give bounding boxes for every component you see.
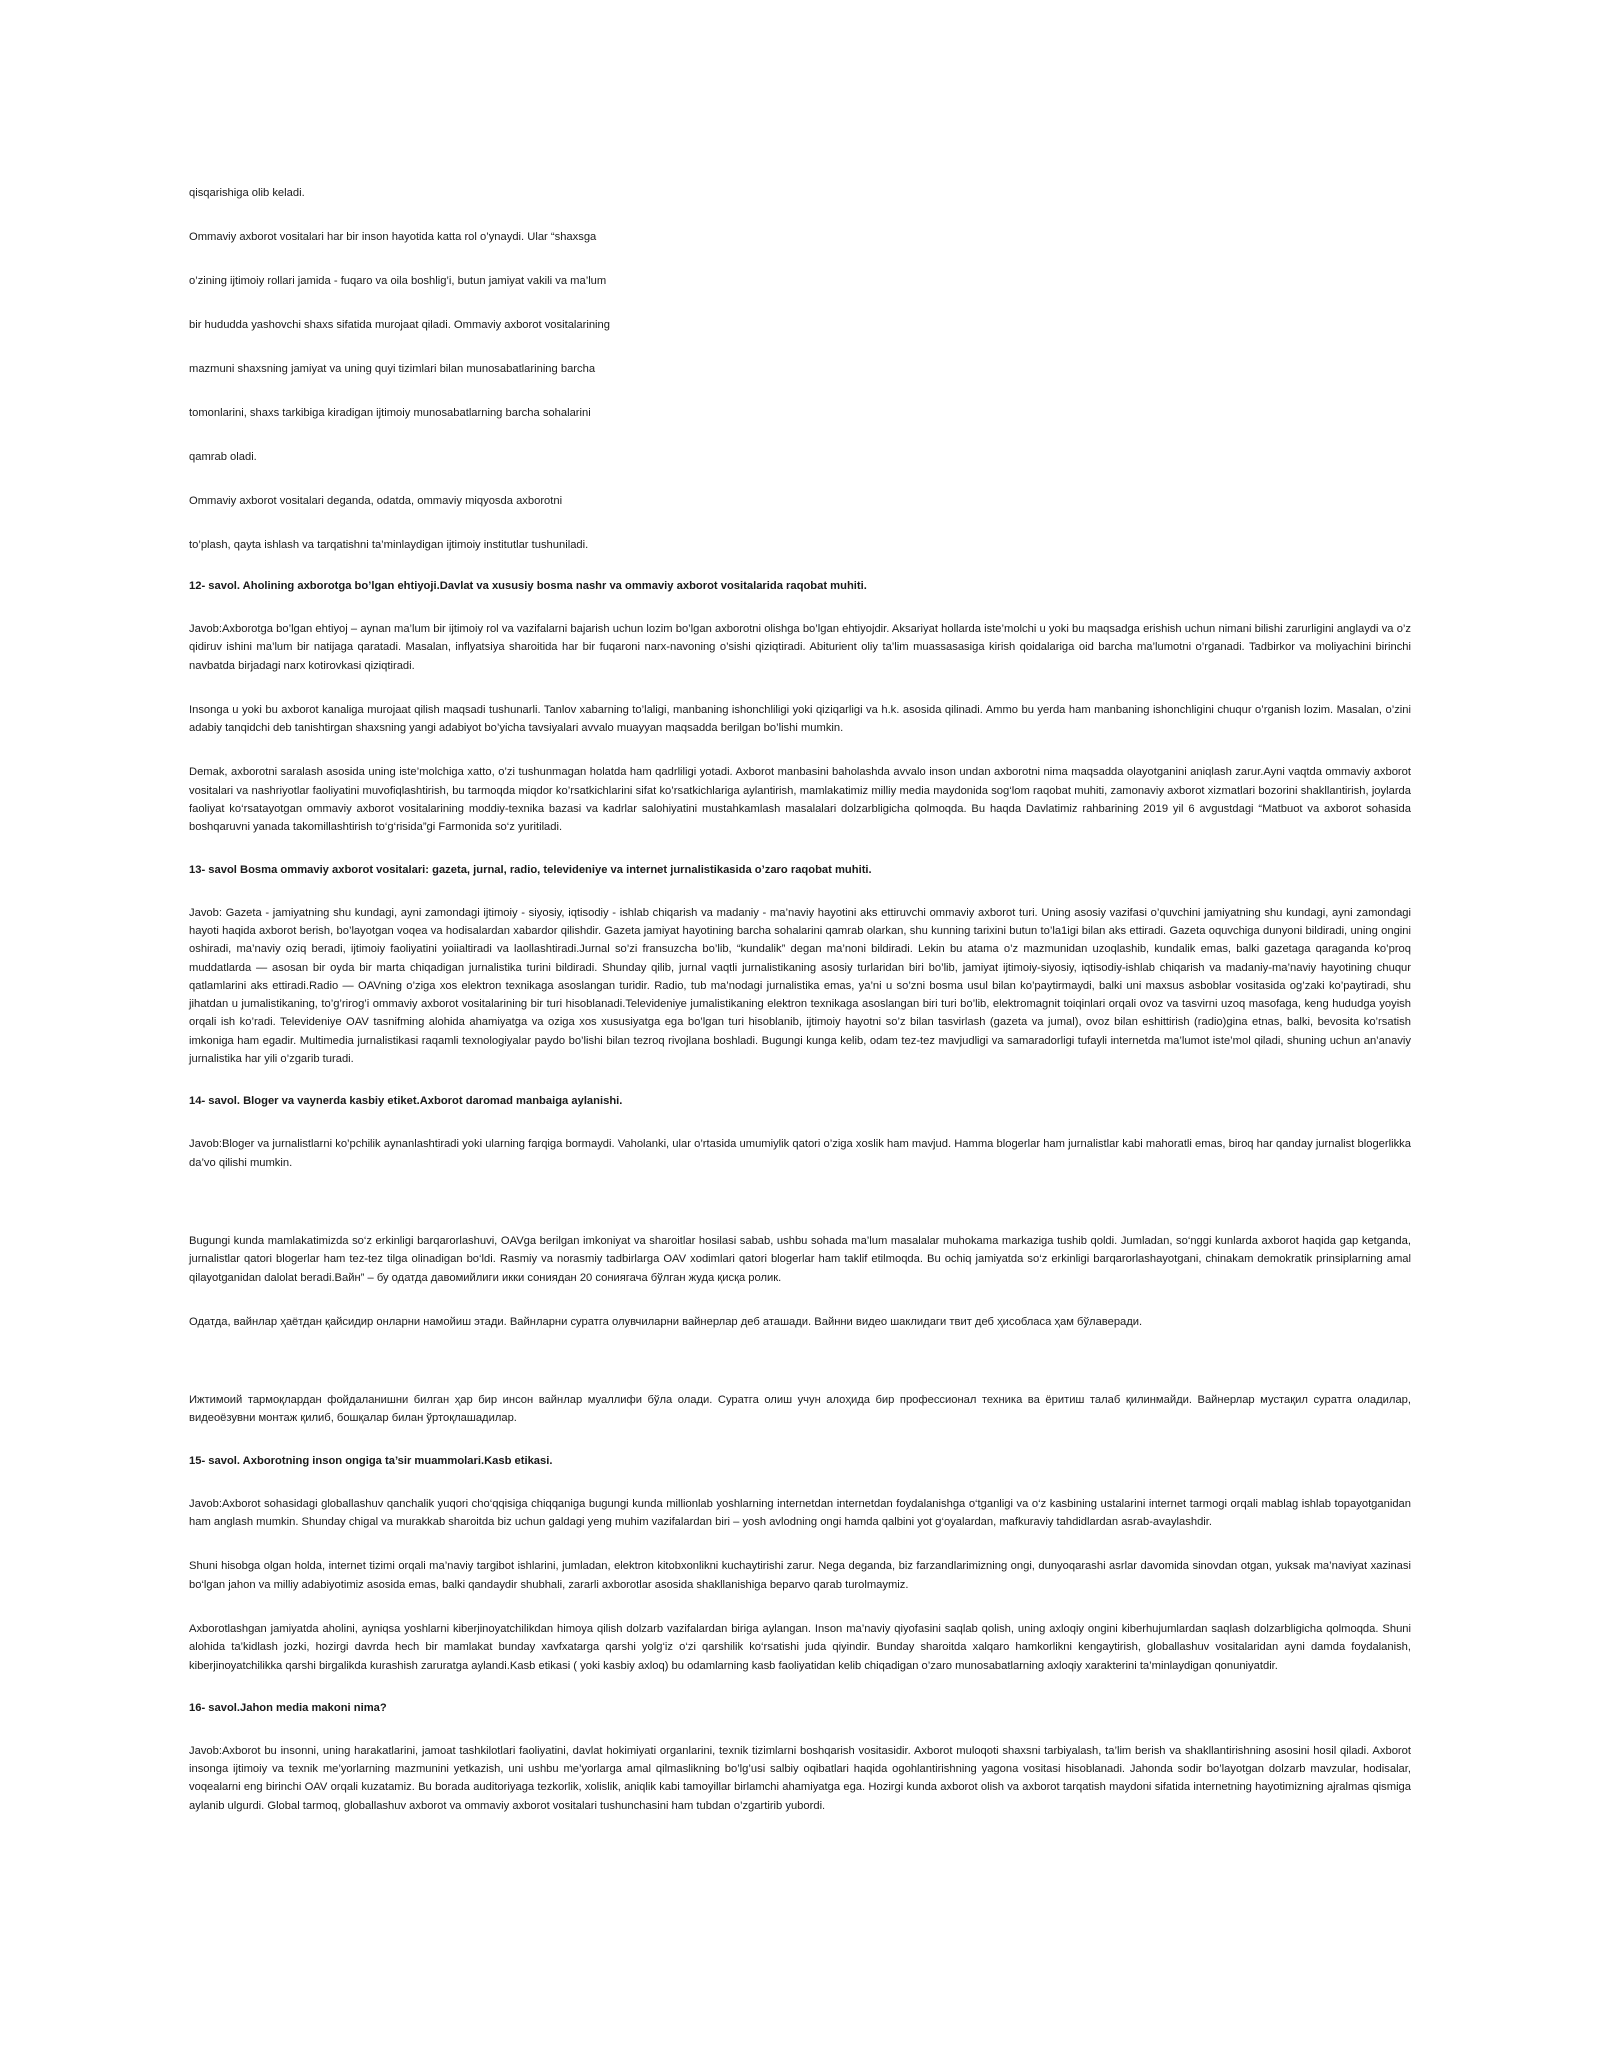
question-16-answer: Javob:Axborot bu insonni, uning harakatlarini, jamoat tashkilotlari faoliyatini, davlat hokimiyati organlarini, texnik tizimlarni boshqarish vositasidir. Axborot muloqoti shaxsni tarbiyalash, ta’lim berish va shakllantirishning asosini hosil qiladi. Axborot insonga ijtimoiy va texnik me’yorlarning mazmunini yetkazish, uni ushbu me’yorlarga amal qilmaslikning bo’lg’usi salbiy oqibatlari haqida ogohlantirishning yagona vositasi hisoblanadi. Jahonda sodir bo’layotgan dolzarb mavzular, hodisalar, voqealarni eng birinchi OAV orqali kuzatamiz. Bu borada auditoriyaga tezkorlik, xolislik, aniqlik kabi tamoyillar birlamchi ahamiyatga ega. Hozirgi kunda axborot olish va axborot tarqatish maydoni sifatida internetning hayotimizning ajralmas qismiga aylanib ulgurdi. Global tarmoq, globallashuv axborot va ommaviy axborot vositalari tushunchasini ham tubdan o’zgartirib yubordi. (189, 1744, 1411, 1812)
question-12-paragraph: Demak, axborotni saralash asosida uning iste’molchiga xatto, o’zi tushunmagan holatda ham qadrliligi yotadi. Axborot manbasini baholashda avvalo inson undan axborotni nima maqsadda olayotganini aniqlash zarur.Ayni vaqtda ommaviy axborot vositalari va nashriyotlar faoliyatini muvofiqlashtirish, bu tarmoqda miqdor ko’rsatkichlarini sifat ko’rsatkichlariga aylantirish, mamlakatimiz milliy media maydonida sog‘lom raqobat muhiti, zamonaviy axborot xizmatlari bozorini shakllantirish, joylarda faoliyat ko‘rsatayotgan ommaviy axborot vositalarining moddiy-texnika bazasi va kadrlar salohiyatini mustahkamlash masalalari dolzarbligicha qolmoqda. Bu haqda Davlatimiz rahbarining 2019 yil 6 avgustdagi “Matbuot va axborot sohasida boshqaruvni yanada takomillashtirish to‘g‘risida”gi Farmonida so‘z yuritiladi. (189, 766, 1411, 834)
question-12-heading: 12- savol. Aholining axborotga bo’lgan ehtiyoji.Davlat va xususiy bosma nashr va ommaviy axborot vositalarida raqobat muhiti. (189, 580, 867, 592)
intro-line: Ommaviy axborot vositalari har bir inson hayotida katta rol o’ynaydi. Ular “shaxsga (189, 231, 597, 243)
question-16-heading: 16- savol.Jahon media makoni nima? (189, 1701, 387, 1714)
question-13-heading: 13- savol Bosma ommaviy axborot vositalari: gazeta, jurnal, radio, televideniye va internet jurnalistikasida o’zaro raqobat muhiti. (189, 863, 872, 876)
intro-line: tomonlarini, shaxs tarkibiga kiradigan ijtimoiy munosabatlarning barcha sohalarini (189, 407, 591, 419)
question-14-heading: 14- savol. Bloger va vaynerda kasbiy etiket.Axborot daromad manbaiga aylanishi. (189, 1095, 623, 1108)
intro-line: mazmuni shaxsning jamiyat va uning quyi tizimlari bilan munosabatlarining barcha (189, 363, 596, 375)
intro-line: qisqarishiga olib keladi. (189, 187, 305, 199)
question-14-answer: Javob:Bloger va jurnalistlarni ko’pchilik aynanlashtiradi yoki ularning farqiga bormaydi. Vaholanki, ular o’rtasida umumiylik qatori o’ziga xoslik ham mavjud. Hamma blogerlar ham jurnalistlar kabi mahoratli emas, biroq har qanday jurnalist blogerlikka da’vo qilishi mumkin. (189, 1138, 1411, 1169)
question-12-paragraph: Insonga u yoki bu axborot kanaliga murojaat qilish maqsadi tushunarli. Tanlov xabarning to’laligi, manbaning ishonchliligi yoki qiziqarligi va h.k. asosida qilinadi. Ammo bu yerda ham manbaning ishonchligini chuqur o’rganish lozim. Masalan, o’zini adabiy tanqidchi deb tanishtirgan shaxsning yangi adabiyot bo’yicha tavsiyalari avvalo muayyan maqsadda berilgan bo’lishi mumkin. (189, 703, 1411, 735)
question-14-paragraph: Одатда, вайнлар ҳаётдан қайсидир онларни намойиш этади. Вайнларни суратга олувчиларни вайнерлар деб аташади. Вайнни видео шаклидаги твит деб ҳисобласа ҳам бўлаверади. (189, 1315, 1143, 1328)
intro-line: to’plash, qayta ishlash va tarqatishni ta’minlaydigan ijtimoiy institutlar tushuniladi. (189, 539, 589, 551)
question-12-answer: Javob:Axborotga bo’lgan ehtiyoj – aynan ma’lum bir ijtimoiy rol va vazifalarni bajarish uchun lozim bo’lgan axborotni olishga bo’lgan ehtiyojdir. Aksariyat hollarda iste’molchi u yoki bu maqsadga erishish uchun nimani bilishi zarurligini anglaydi va o’z qidiruv ishini ma’lum bir natijaga qaratadi. Masalan, inflyatsiya sharoitida har bir fuqaroni narx-navoning o’sishi qiziqtiradi. Abiturient oliy ta’lim muassasasiga kirish qoidalariga oid barcha ma’lumotni o’rganadi. Tadbirkor va moliyachini birinchi navbatda birjadagi narx kotirovkasi qiziqtiradi. (189, 623, 1411, 672)
question-15-paragraph: Axborotlashgan jamiyatda aholini, ayniqsa yoshlarni kiberjinoyatchilikdan himoya qilish dolzarb vazifalardan biriga aylangan. Inson ma’naviy qiyofasini saqlab qolish, uning axloqiy ongini kiberhujumlardan saqlash dolzarbligicha qolmoqda. Shuni alohida ta’kidlash jozki, hozirgi davrda hech bir mamlakat bunday xavfxatarga qarshi yolg‘iz o‘zi qarshilik ko‘rsatishi juda qiyindir. Bunday sharoitda xalqaro hamkorlikni kengaytirish, globallashuv vositalaridan ayni damda foydalanish, kiberjinoyatchilikka qarshi birgalikda kurashish zaruratga aylandi.Kasb etikasi ( yoki kasbiy axloq) bu odamlarning kasb faoliyatidan kelib chiqadigan o’zaro munosabatlarning axloqiy xarakterini ta’minlaydigan qonuniyatdir. (189, 1622, 1411, 1672)
question-14-paragraph: Ижтимоий тармоқлардан фойдаланишни билган ҳар бир инсон вайнлар муаллифи бўла олади. Суратга олиш учун алоҳида бир профессионал техника ва ёритиш талаб қилинмайди. Вайнерлар мустақил суратга оладилар, видеоёзувни монтаж қилиб, бошқалар билан ўртоқлашадилар. (189, 1394, 1411, 1425)
intro-line: bir hududda yashovchi shaxs sifatida murojaat qiladi. Ommaviy axborot vositalarining (189, 319, 610, 331)
intro-line: qamrab oladi. (189, 451, 257, 463)
question-13-answer: Javob: Gazeta - jamiyatning shu kundagi, ayni zamondagi ijtimoiy - siyosiy, iqtisodiy - ishlab chiqarish va madaniy - ma’naviy hayotini aks ettiruvchi ommaviy axborot turi. Uning asosiy vazifasi o’quvchini jamiyatning shu kundagi, ayni zamondagi hayoti haqida axborot berish, bo’layotgan voqea va hodisalardan xabardor qilishdir. Gazeta jamiyat hayotining barcha sohalarini qamrab olarkan, shu kunning tarixini butun to’la1igi bilan aks ettiradi. Gazeta oquvchiga dunyoni bildiradi, uning ongini oshiradi, ma’naviy oziq beradi, ijtimoiy faoliyatini yoiialtiradi va laollashtiradi.Jurnal so’zi fransuzcha bo’lib, “kundalik” degan ma’noni bildiradi. Lekin bu atama o’z mazmunidan uzoqlashib, kundalik emas, balki gazetaga qaraganda ko’proq muddatlarda — asosan bir oyda bir marta chiqadigan jurnalistika turini bildiradi. Shunday qilib, jurnal vaqtli jurnalistikaning asosiy turlaridan biri bo’lib, jamiyat ijtimoiy-siyosiy, iqtisodiy-ishlab chiqarish va madaniy-ma’naviy hayotining chuqur qatlamlarini aks ettiradi.Radio — OAVning o’ziga xos elektron texnikaga asoslangan turidir. Radio, tub ma’nodagi jurnalistika emas, ya’ni u so’zni bosma usul bilan ko’paytirmaydi, balki uni maxsus asboblar vositasida og’zaki ko’paytiradi, shu jihatdan u jumalistikaning, to’g’rirog’i ommaviy axborot vositalarining bir turi hisoblanadi.Televideniye jumalistikaning elektron texnikaga asoslangan biri turi bo’lib, elektromagnit toiqinlari orqali ovoz va tasvirni uzoq masofaga, keng hududga yoyish orqali ish ko’radi. Televideniye OAV tasnifming alohida ahamiyatga va oziga xos xususiyatga ega bo’lgan turi hisoblanib, ijtimoiy hayotni so’z bilan tasvirlash (gazeta va jumal), ovoz bilan eshittirish (radio)gina etnas, balki, bevosita ko’rsatish imkoniga ham egadir. Multimedia jurnalistikasi raqamli texnologiyalar paydo bo’lishi bilan tezroq rivojlana boshladi. Bugungi kunga kelib, odam tez-tez mavjudligi va samaradorligi tufayli internetda ma’lumot iste’mol qiladi, shuning uchun an’anaviy jurnalistika har yili o’zgarib turadi. (189, 906, 1411, 1066)
intro-line: o’zining ijtimoiy rollari jamida - fuqaro va oila boshlig’i, butun jamiyat vakili va ma’lum (189, 275, 607, 287)
question-14-paragraph: Bugungi kunda mamlakatimizda so‘z erkinligi barqarorlashuvi, OAVga berilgan imkoniyat va sharoitlar hosilasi sabab, ushbu sohada ma’lum masalalar muhokama markaziga tushib qoldi. Jumladan, so‘nggi kunlarda axborot haqida gap ketganda, jurnalistlar qatori blogerlar ham tez-tez tilga olinadigan bo‘ldi. Rasmiy va norasmiy tadbirlarga OAV xodimlari qatori blogerlar ham taklif etilmoqda. Bu ochiq jamiyatda so‘z erkinligi barqarorlashayotgani, chinakam demokratik prinsiplarning amal qilayotganidan dalolat beradi.Вайн” – бу одатда давомийлиги икки сониядан 20 сониягача бўлган жуда қисқа ролик. (189, 1234, 1411, 1284)
question-15-answer: Javob:Axborot sohasidagi globallashuv qanchalik yuqori cho‘qqisiga chiqqaniga bugungi kunda millionlab yoshlarning internetdan internetdan foydalanishga o‘tganligi va o‘z kasbining ustalarini internet tarmogi orqali mablag ishlab topayotganidan ham anglash mumkin. Shunday chigal va murakkab sharoitda biz uchun galdagi yeng muhim vazifalardan biri – yosh avlodning ongi hamda qalbini yot g‘oyalardan, mafkuraviy tahdidlardan asrab-avaylashdir. (189, 1497, 1411, 1529)
question-15-heading: 15- savol. Axborotning inson ongiga ta’sir muammolari.Kasb etikasi. (189, 1454, 553, 1467)
question-15-paragraph: Shuni hisobga olgan holda, internet tizimi orqali ma’naviy targibot ishlarini, jumladan, elektron kitobxonlikni kuchaytirishi zarur. Nega deganda, biz farzandlarimizning ongi, dunyoqarashi asrlar davomida sinovdan otgan, yuksak ma’naviyat xazinasi bo‘lgan jahon va milliy adabiyotimiz asosida emas, balki qandaydir shubhali, zararli axborotlar asosida shakllanishiga beparvo qarab turolmaymiz. (189, 1560, 1411, 1591)
intro-line: Ommaviy axborot vositalari deganda, odatda, ommaviy miqyosda axborotni (189, 495, 563, 507)
document-body (189, 186, 1411, 1841)
